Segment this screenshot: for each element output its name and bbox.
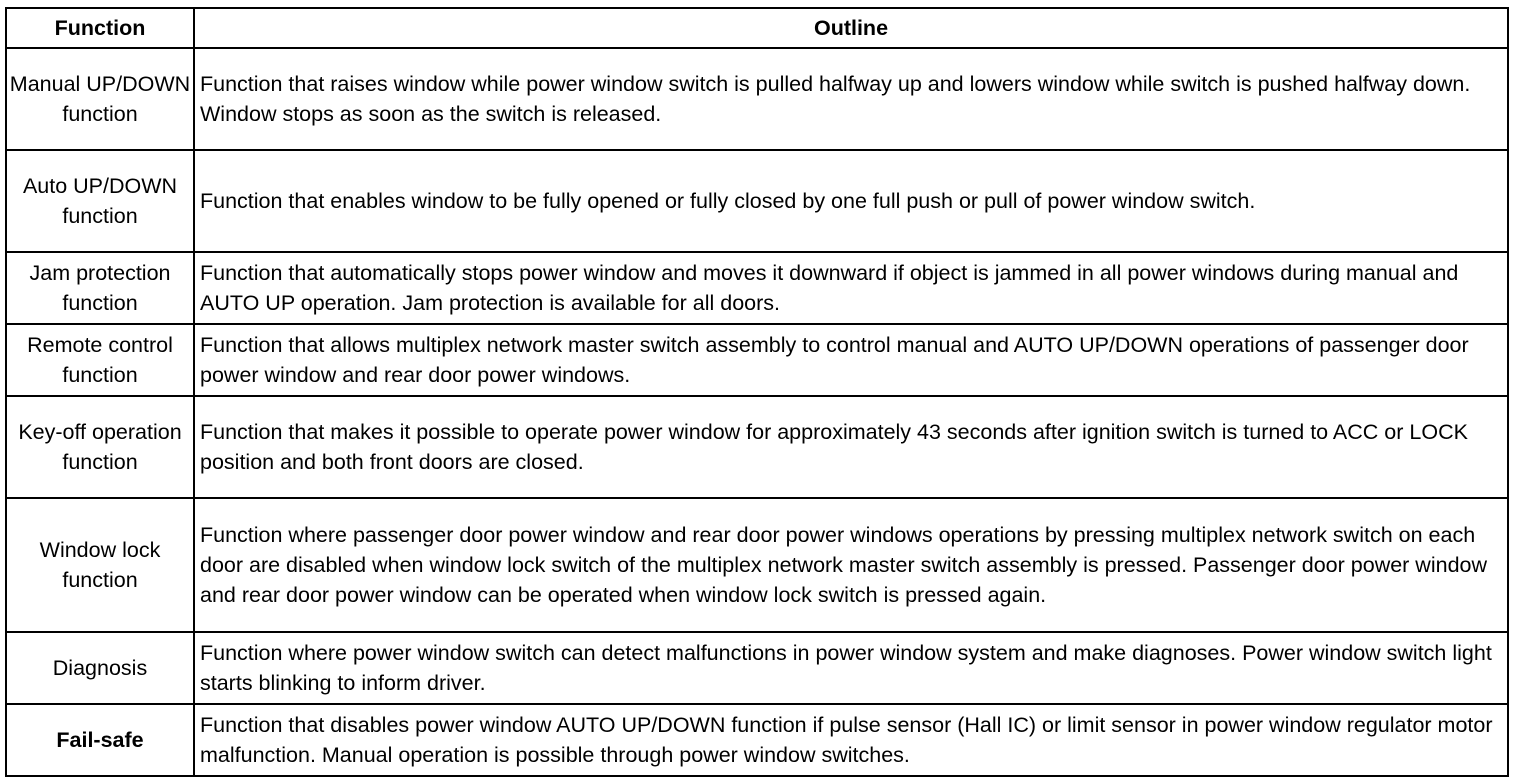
- function-outline-table: [5, 7, 1509, 777]
- outline-cell: Function where passenger door power window and rear door power windows operations by pressing multiplex network switch on each door are disabled when window lock switch of the multiplex network master switch assembly is pressed. Passenger door power window and rear door power window can be operated when window lock switch is pressed again.: [194, 498, 1508, 632]
- outline-cell: Function where power window switch can detect malfunctions in power window system and make diagnoses. Power window switch light starts blinking to inform driver.: [194, 632, 1508, 704]
- table-row: [6, 324, 1508, 396]
- outline-cell: Function that enables window to be fully opened or fully closed by one full push or pull of power window switch.: [194, 150, 1508, 252]
- function-cell: Jam protection function: [6, 252, 194, 324]
- function-cell: Diagnosis: [6, 632, 194, 704]
- table-row: [6, 252, 1508, 324]
- outline-cell: Function that raises window while power window switch is pulled halfway up and lowers window while switch is pushed halfway down. Window stops as soon as the switch is released.: [194, 48, 1508, 150]
- table-row: [6, 396, 1508, 498]
- header-function: Function: [6, 8, 194, 48]
- function-cell: Manual UP/DOWN function: [6, 48, 194, 150]
- table-header-row: [6, 8, 1508, 48]
- function-cell: Window lock function: [6, 498, 194, 632]
- function-cell: Fail-safe: [6, 704, 194, 776]
- table-row: [6, 150, 1508, 252]
- table-row: [6, 498, 1508, 632]
- function-cell: Remote control function: [6, 324, 194, 396]
- function-cell: Auto UP/DOWN function: [6, 150, 194, 252]
- table-row: [6, 48, 1508, 150]
- outline-cell: Function that allows multiplex network master switch assembly to control manual and AUTO UP/DOWN operations of passenger door power window and rear door power windows.: [194, 324, 1508, 396]
- table-row: [6, 632, 1508, 704]
- outline-cell: Function that automatically stops power window and moves it downward if object is jammed in all power windows during manual and AUTO UP operation. Jam protection is available for all doors.: [194, 252, 1508, 324]
- function-cell: Key-off operation function: [6, 396, 194, 498]
- function-table-container: [5, 7, 1507, 777]
- outline-cell: Function that disables power window AUTO UP/DOWN function if pulse sensor (Hall IC) or limit sensor in power window regulator motor malfunction. Manual operation is possible through power window switches.: [194, 704, 1508, 776]
- header-outline: Outline: [194, 8, 1508, 48]
- outline-cell: Function that makes it possible to operate power window for approximately 43 seconds after ignition switch is turned to ACC or LOCK position and both front doors are closed.: [194, 396, 1508, 498]
- table-row: [6, 704, 1508, 776]
